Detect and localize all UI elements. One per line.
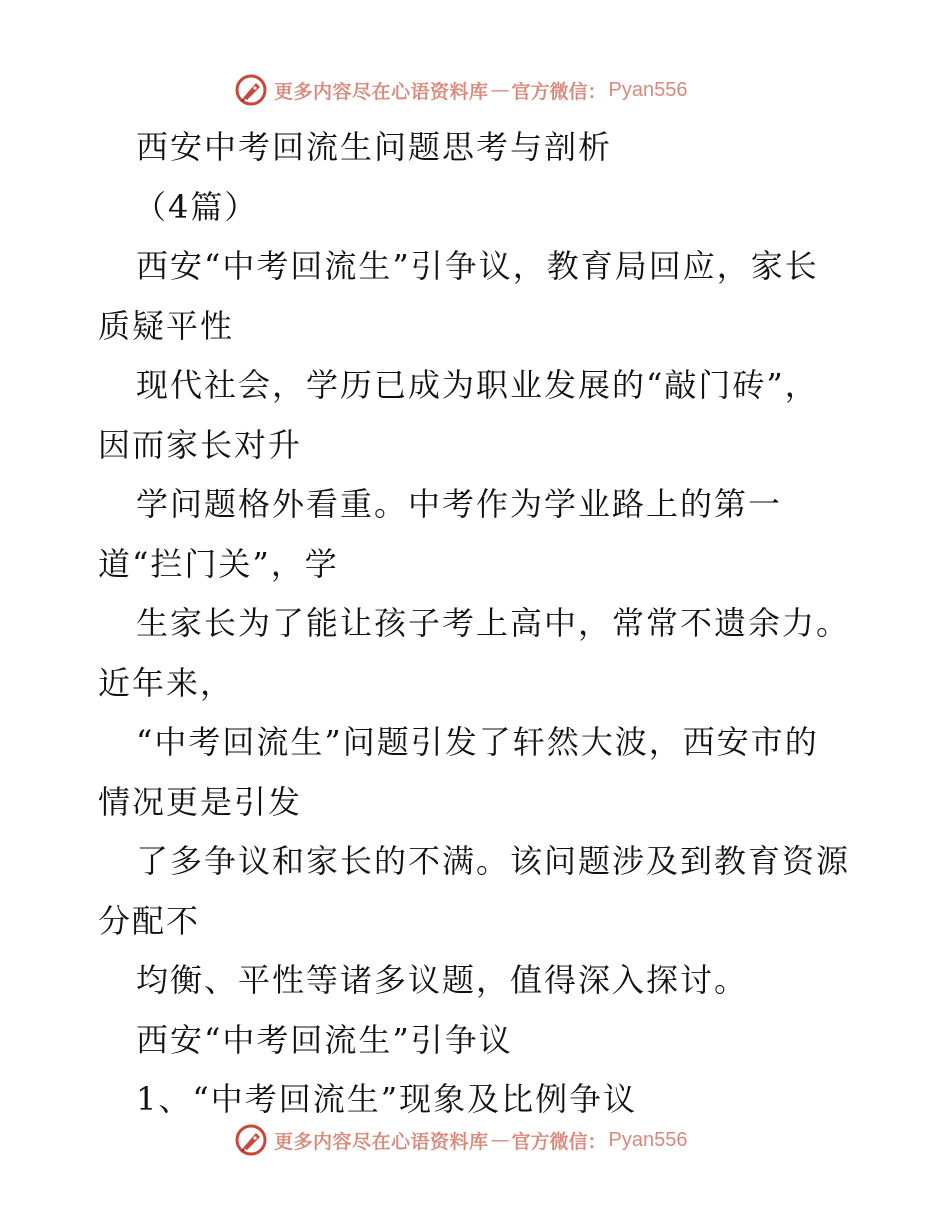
footer-banner: [234, 1120, 688, 1160]
paragraph-line: 生家长为了能让孩子考上高中，常常不遗余力。: [136, 604, 851, 642]
subsection-heading: 1、“中考回流生”现象及比例争议: [136, 1080, 638, 1118]
paragraph-line: 现代社会，学历已成为职业发展的“敲门砖”，: [136, 366, 819, 404]
paragraph-line: 了多争议和家长的不满。该问题涉及到教育资源: [136, 842, 851, 880]
section-heading: 西安“中考回流生”引争议: [136, 1020, 513, 1059]
document-body: [98, 118, 858, 1130]
paragraph-line: “中考回流生”问题引发了轩然大波，西安市的: [136, 723, 819, 761]
header-banner: [234, 70, 688, 110]
paragraph-line: 分配不: [98, 901, 201, 940]
banner-wechat-label: 官方微信：: [511, 1130, 607, 1153]
paragraph-line: 学问题格外看重。中考作为学业路上的第一: [136, 485, 783, 523]
paragraph-line: 西安“中考回流生”引争议，教育局回应，家长: [136, 247, 819, 285]
document-title: 西安中考回流生问题思考与剖析: [136, 128, 613, 166]
banner-separator: —: [490, 79, 510, 101]
banner-wechat-id: Pyan556: [608, 1128, 688, 1151]
banner-wechat-label: 官方微信：: [511, 80, 607, 103]
banner-brand-text: 更多内容尽在心语资料库: [274, 1130, 489, 1153]
banner-wechat-id: Pyan556: [608, 78, 688, 101]
pen-nib-logo-icon: [234, 1123, 268, 1157]
paragraph-line: 道“拦门关”，学: [98, 544, 339, 583]
pen-nib-logo-icon: [234, 73, 268, 107]
paragraph-line: 均衡、平性等诸多议题，值得深入探讨。: [136, 961, 749, 999]
paragraph-line: 近年来，: [98, 663, 235, 702]
banner-brand-text: 更多内容尽在心语资料库: [274, 80, 489, 103]
banner-separator: —: [490, 1129, 510, 1151]
paragraph-line: 情况更是引发: [98, 782, 303, 821]
document-subtitle: （4篇）: [134, 187, 259, 226]
paragraph-line: 质疑平性: [98, 306, 235, 345]
paragraph-line: 因而家长对升: [98, 425, 303, 464]
